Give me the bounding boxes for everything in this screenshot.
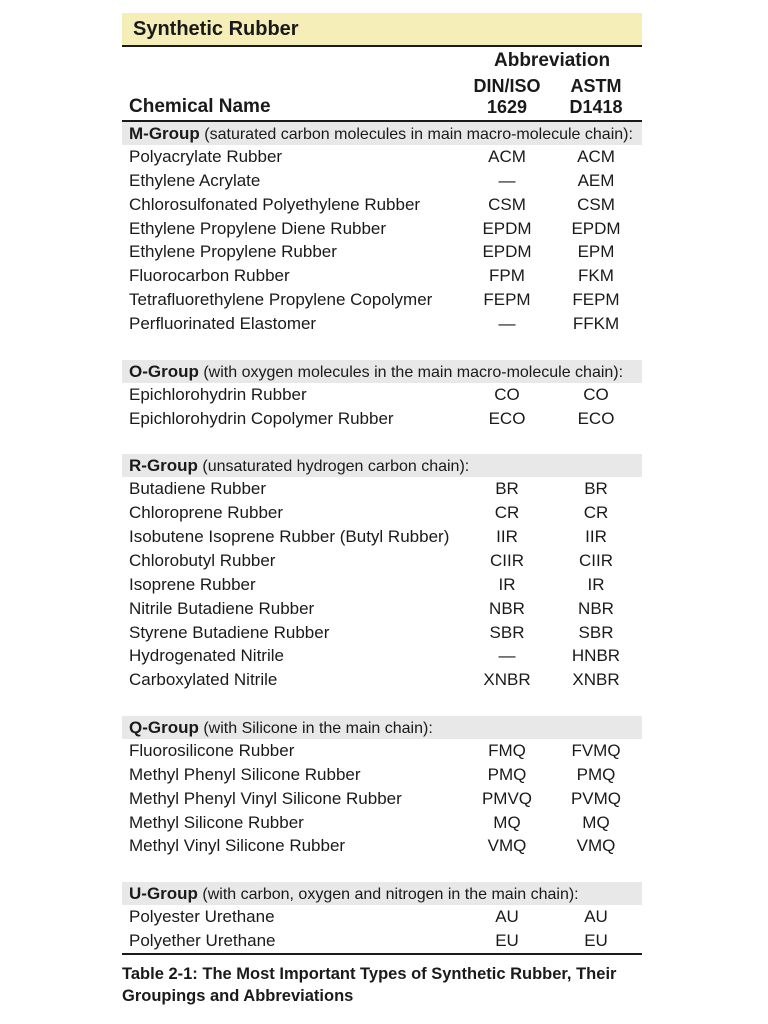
astm-cell: FFKM xyxy=(572,313,620,333)
din-iso-cell: NBR xyxy=(489,598,525,618)
astm-cell: IR xyxy=(587,574,605,594)
din-iso-cell: VMQ xyxy=(487,836,527,856)
din-iso-cell: XNBR xyxy=(483,670,531,690)
group-heading xyxy=(122,122,642,145)
astm-cell: CR xyxy=(583,503,609,523)
chemical-name-cell: Methyl Silicone Rubber xyxy=(129,812,304,832)
chemical-name-cell: Methyl Phenyl Vinyl Silicone Rubber xyxy=(129,788,402,808)
astm-heading-line2: D1418 xyxy=(569,97,623,117)
table-title-text: Synthetic Rubber xyxy=(133,17,299,40)
din-iso-cell: SBR xyxy=(489,622,525,642)
table-row xyxy=(122,763,642,787)
chemical-name-cell: Chlorosulfonated Polyethylene Rubber xyxy=(129,194,421,214)
chemical-name-cell: Methyl Phenyl Silicone Rubber xyxy=(129,764,361,784)
chemical-name-cell: Chloroprene Rubber xyxy=(129,503,284,523)
rubber-table xyxy=(122,13,642,1007)
table-row xyxy=(122,383,642,407)
din-iso-cell: PMQ xyxy=(487,764,527,784)
table-row xyxy=(122,621,642,645)
chemical-name-cell: Fluorocarbon Rubber xyxy=(129,266,290,286)
din-iso-cell: ACM xyxy=(488,147,526,166)
table-row xyxy=(122,668,642,692)
chemical-name-cell: Methyl Vinyl Silicone Rubber xyxy=(129,836,346,856)
astm-cell: FKM xyxy=(578,266,614,286)
chemical-name-cell: Isobutene Isoprene Rubber (Butyl Rubber) xyxy=(129,527,450,547)
astm-cell: NBR xyxy=(578,598,614,618)
chemical-name-cell: Polyether Urethane xyxy=(129,931,276,951)
chemical-name-cell: Ethylene Propylene Rubber xyxy=(129,242,337,262)
table-caption: Table 2-1: The Most Important Types of Synthetic Rubber, Their Groupings and Abbreviations xyxy=(122,964,617,1005)
group-description: (unsaturated hydrogen carbon chain): xyxy=(202,458,470,476)
table-title xyxy=(122,13,642,47)
astm-cell: AU xyxy=(584,907,608,927)
chemical-name-cell: Ethylene Propylene Diene Rubber xyxy=(129,218,387,238)
din-iso-cell: FEPM xyxy=(483,290,531,310)
astm-cell: VMQ xyxy=(576,836,616,856)
astm-cell: CO xyxy=(583,384,609,404)
din-iso-cell: CIIR xyxy=(490,550,524,570)
astm-cell: EPDM xyxy=(571,218,621,238)
table-row xyxy=(122,549,642,573)
group-description: (with oxygen molecules in the main macro-molecule chain): xyxy=(203,363,624,381)
din-iso-cell: CO xyxy=(494,384,520,404)
astm-cell: ACM xyxy=(577,147,615,166)
astm-heading xyxy=(551,76,641,118)
group-heading xyxy=(122,360,642,383)
din-iso-cell: — xyxy=(498,170,516,190)
astm-cell: AEM xyxy=(577,170,615,190)
chemical-name-cell: Hydrogenated Nitrile xyxy=(129,646,284,666)
table-row xyxy=(122,787,642,811)
astm-cell: HNBR xyxy=(571,646,621,666)
table-row xyxy=(122,739,642,763)
chemical-name-cell: Nitrile Butadiene Rubber xyxy=(129,598,315,618)
din-iso-heading xyxy=(462,76,552,118)
chemical-name-cell: Epichlorohydrin Copolymer Rubber xyxy=(129,408,394,428)
table-row xyxy=(122,573,642,597)
table-row xyxy=(122,240,642,264)
group-section xyxy=(122,882,642,953)
table-row xyxy=(122,477,642,501)
table-row xyxy=(122,264,642,288)
chemical-name-cell: Polyester Urethane xyxy=(129,907,275,927)
astm-cell: IIR xyxy=(585,527,607,547)
group-list xyxy=(122,122,642,953)
astm-cell: PMQ xyxy=(576,764,616,784)
astm-cell: XNBR xyxy=(572,670,620,690)
din-iso-cell: EPDM xyxy=(482,218,532,238)
table-row xyxy=(122,288,642,312)
group-section xyxy=(122,454,642,692)
din-iso-cell: CSM xyxy=(488,194,526,214)
group-name: M-Group xyxy=(129,124,200,143)
din-iso-cell: CR xyxy=(494,503,520,523)
din-iso-cell: — xyxy=(498,313,516,333)
astm-heading-line1: ASTM xyxy=(570,76,622,96)
chemical-name-cell: Fluorosilicone Rubber xyxy=(129,741,295,761)
chemical-name-cell: Ethylene Acrylate xyxy=(129,170,261,190)
din-iso-cell: MQ xyxy=(493,812,521,832)
table-row xyxy=(122,929,642,953)
din-iso-cell: IR xyxy=(498,574,516,594)
group-name: R-Group xyxy=(129,456,198,476)
table-row xyxy=(122,169,642,193)
group-heading xyxy=(122,454,642,477)
group-name: U-Group xyxy=(129,884,198,904)
group-section xyxy=(122,360,642,431)
table-row xyxy=(122,312,642,336)
astm-cell: FVMQ xyxy=(571,741,621,761)
table-row xyxy=(122,525,642,549)
chemical-name-cell: Perfluorinated Elastomer xyxy=(129,313,317,333)
group-section xyxy=(122,122,642,336)
din-iso-cell: EPDM xyxy=(482,242,532,262)
chemical-name-cell: Styrene Butadiene Rubber xyxy=(129,622,330,642)
group-description: (with Silicone in the main chain): xyxy=(203,720,433,738)
din-iso-cell: ECO xyxy=(488,408,526,428)
astm-cell: EU xyxy=(584,931,608,951)
din-iso-cell: FMQ xyxy=(488,741,526,761)
astm-cell: BR xyxy=(584,479,608,499)
chemical-name-cell: Chlorobutyl Rubber xyxy=(129,550,276,570)
chemical-name-cell: Carboxylated Nitrile xyxy=(129,670,278,690)
din-iso-cell: PMVQ xyxy=(481,788,533,808)
chemical-name-cell: Epichlorohydrin Rubber xyxy=(129,384,307,404)
table-row xyxy=(122,811,642,835)
astm-cell: CSM xyxy=(577,194,615,214)
astm-cell: EPM xyxy=(577,242,615,262)
group-description: (with carbon, oxygen and nitrogen in the main chain): xyxy=(202,886,579,904)
din-iso-cell: — xyxy=(498,646,516,666)
chemical-name-cell: Isoprene Rubber xyxy=(129,574,256,594)
table-row xyxy=(122,834,642,858)
abbreviation-heading: Abbreviation xyxy=(494,50,611,71)
table-row xyxy=(122,145,642,169)
astm-cell: MQ xyxy=(582,812,610,832)
astm-cell: CIIR xyxy=(579,550,613,570)
table-row xyxy=(122,501,642,525)
astm-cell: FEPM xyxy=(572,290,620,310)
chemical-name-cell: Tetrafluorethylene Propylene Copolymer xyxy=(129,290,433,310)
din-iso-cell: AU xyxy=(495,907,519,927)
group-description: (saturated carbon molecules in main macro-molecule chain): xyxy=(204,126,633,143)
chemical-name-cell: Butadiene Rubber xyxy=(129,479,267,499)
din-iso-cell: EU xyxy=(495,931,519,951)
table-row xyxy=(122,407,642,431)
group-name: Q-Group xyxy=(129,718,199,738)
din-iso-cell: BR xyxy=(495,479,519,499)
table-bottom-rule xyxy=(122,953,642,955)
group-heading xyxy=(122,882,642,905)
group-name: O-Group xyxy=(129,361,199,381)
group-section xyxy=(122,716,642,858)
table-row xyxy=(122,597,642,621)
din-iso-cell: FPM xyxy=(489,266,525,286)
table-row xyxy=(122,644,642,668)
table-header xyxy=(122,47,642,122)
din-iso-heading-line1: DIN/ISO xyxy=(473,76,541,96)
chemical-name-cell: Polyacrylate Rubber xyxy=(129,147,283,166)
astm-cell: PVMQ xyxy=(570,788,622,808)
astm-cell: SBR xyxy=(578,622,614,642)
din-iso-cell: IIR xyxy=(496,527,518,547)
din-iso-heading-line2: 1629 xyxy=(486,97,528,117)
group-heading xyxy=(122,716,642,739)
chemical-name-heading: Chemical Name xyxy=(129,96,271,117)
table-row xyxy=(122,217,642,241)
astm-cell: ECO xyxy=(577,408,615,428)
table-row xyxy=(122,905,642,929)
table-row xyxy=(122,193,642,217)
